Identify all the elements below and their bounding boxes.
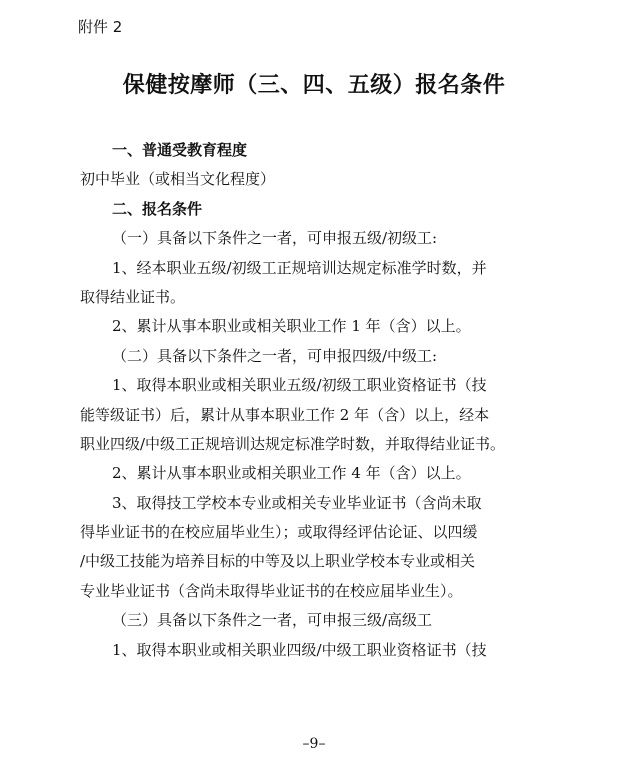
paragraph-line: 1、取得本职业或相关职业四级/中级工职业资格证书（技 bbox=[112, 640, 487, 659]
paragraph-line: 专业毕业证书（含尚未取得毕业证书的在校应届毕业生）。 bbox=[80, 581, 463, 600]
paragraph-line: 得毕业证书的在校应届毕业生）；或取得经评估论证、以四缓 bbox=[80, 523, 478, 542]
education-requirement: 初中毕业（或相当文化程度） bbox=[80, 170, 276, 189]
paragraph-line: 1、经本职业五级/初级工正规培训达规定标准学时数，并 bbox=[112, 258, 487, 277]
paragraph-line: 2、累计从事本职业或相关职业工作 1 年（含）以上。 bbox=[112, 317, 471, 336]
section-heading-conditions: 二、报名条件 bbox=[112, 199, 203, 218]
section-heading-education: 一、普通受教育程度 bbox=[112, 141, 248, 159]
page-number: –9– bbox=[302, 736, 326, 752]
paragraph-line: 能等级证书）后，累计从事本职业工作 2 年（含）以上，经本 bbox=[80, 405, 490, 424]
paragraph-line: 取得结业证书。 bbox=[80, 287, 186, 306]
document-title: 保健按摩师（三、四、五级）报名条件 bbox=[122, 73, 506, 98]
paragraph-line: /中级工技能为培养目标的中等及以上职业学校本专业或相关 bbox=[80, 552, 476, 571]
subsection-level-three: （三）具备以下条件之一者，可申报三级/高级工 bbox=[112, 611, 433, 630]
subsection-level-five: （一）具备以下条件之一者，可申报五级/初级工: bbox=[112, 229, 438, 248]
paragraph-line: 2、累计从事本职业或相关职业工作 4 年（含）以上。 bbox=[112, 464, 471, 483]
subsection-level-four: （二）具备以下条件之一者，可申报四级/中级工: bbox=[112, 346, 438, 365]
paragraph-line: 3、取得技工学校本专业或相关专业毕业证书（含尚未取 bbox=[112, 493, 482, 512]
paragraph-line: 1、取得本职业或相关职业五级/初级工职业资格证书（技 bbox=[112, 376, 487, 395]
paragraph-line: 职业四级/中级工正规培训达规定标准学时数，并取得结业证书。 bbox=[80, 434, 506, 453]
attachment-label: 附件 2 bbox=[78, 18, 123, 36]
document-body bbox=[80, 136, 550, 665]
